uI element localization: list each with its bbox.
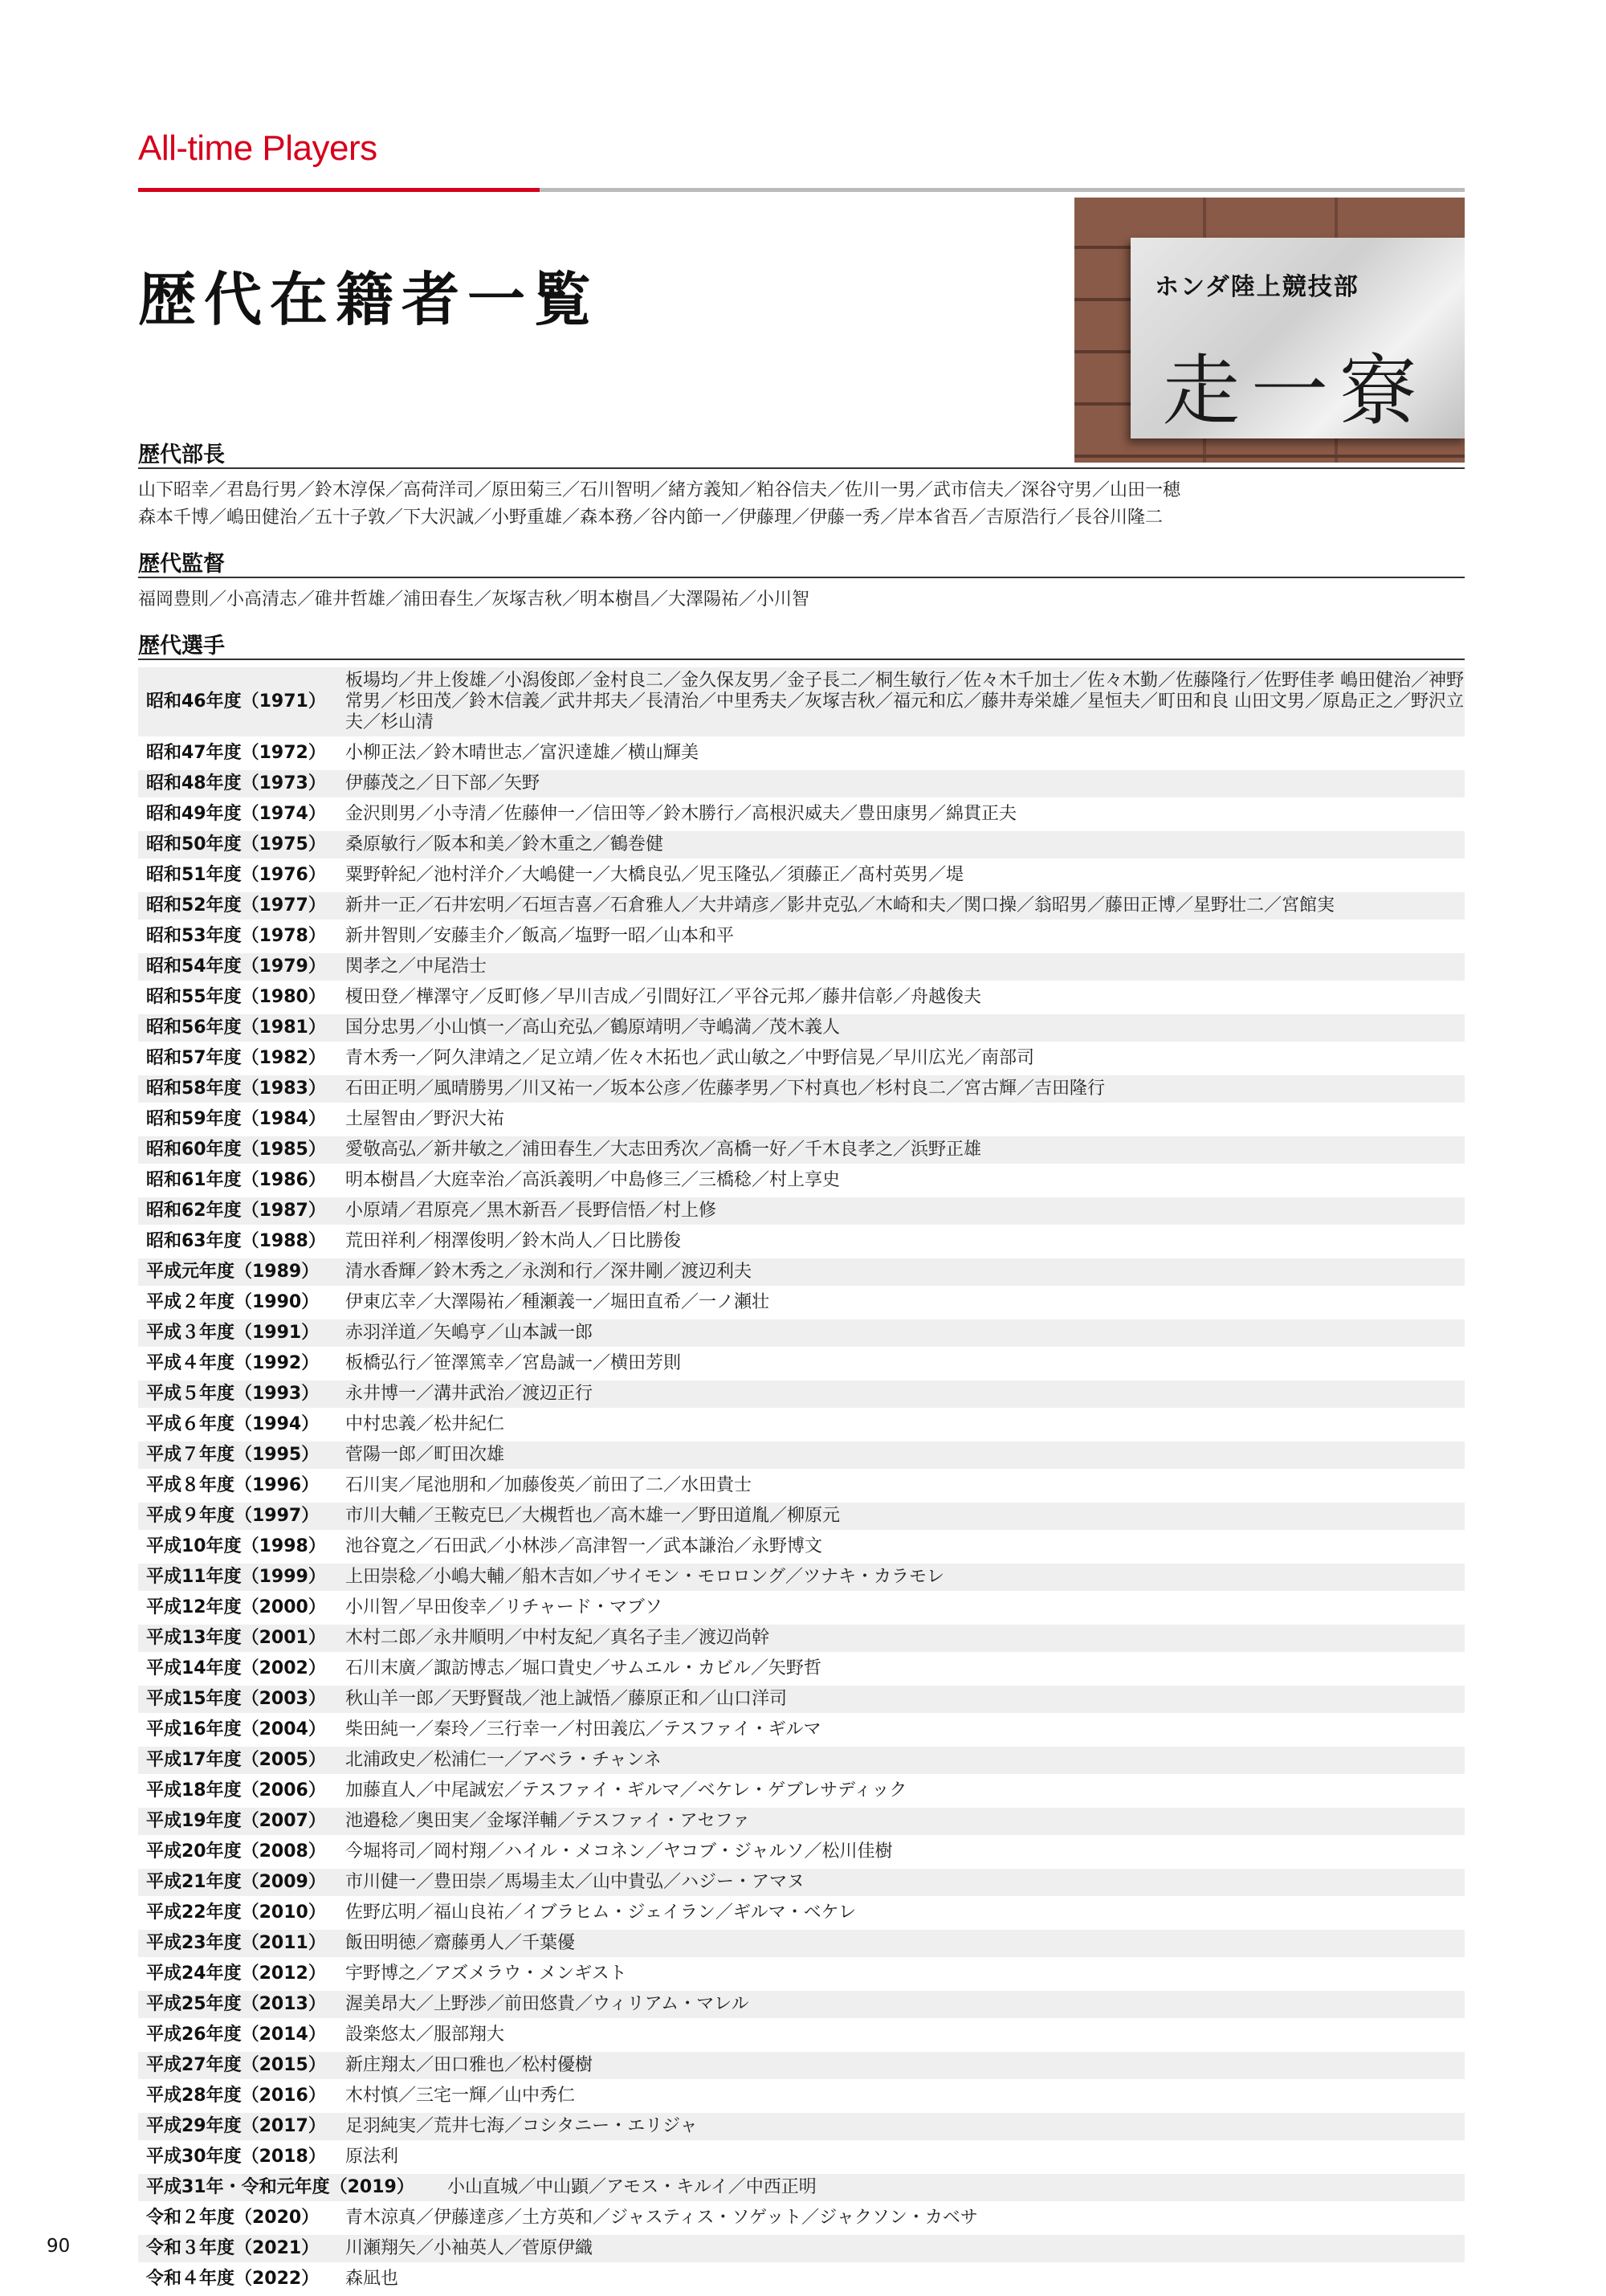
table-row (138, 1808, 1465, 1835)
row-names: 桑原敏行／阪本和美／鈴木重之／鶴巻健 (345, 834, 664, 854)
page-title: 歴代在籍者一覧 (138, 266, 600, 333)
table-row (138, 801, 1465, 828)
row-names: 荒田祥利／栩澤俊明／鈴木尚人／日比勝俊 (345, 1231, 682, 1251)
table-row (138, 1747, 1465, 1774)
row-year: 昭和49年度（1974） (146, 804, 326, 824)
table-row (138, 1594, 1465, 1621)
row-year: 平成31年・令和元年度（2019） (146, 2177, 414, 2197)
row-names: 池邉稔／奥田実／金塚洋輔／テスファイ・アセファ (345, 1811, 751, 1831)
table-row (138, 1625, 1465, 1652)
row-names: 原法利 (345, 2147, 399, 2167)
row-year: 令和３年度（2021） (146, 2238, 320, 2258)
table-row (138, 1686, 1465, 1713)
row-names: 菅陽一郎／町田次雄 (345, 1445, 505, 1465)
row-names: 北浦政史／松浦仁一／アベラ・チャンネ (345, 1750, 662, 1770)
header-rule (540, 188, 1465, 192)
row-year: 平成24年度（2012） (146, 1964, 326, 1984)
table-row (138, 1533, 1465, 1560)
row-names: 木村二郎／永井順明／中村友紀／真名子圭／渡辺尚幹 (345, 1628, 770, 1648)
row-year: 昭和48年度（1973） (146, 773, 326, 793)
page-number: 90 (47, 2236, 71, 2257)
section-header (138, 128, 377, 169)
table-row (138, 667, 1465, 736)
table-row (138, 1197, 1465, 1225)
row-year: 令和４年度（2022） (146, 2269, 320, 2289)
row-names: 池谷寛之／石田武／小林渉／高津智一／武本謙治／永野博文 (345, 1536, 823, 1556)
table-row (138, 892, 1465, 920)
table-row (138, 1716, 1465, 1743)
row-names: 清水香輝／鈴木秀之／永渕和行／深井剛／渡辺利夫 (345, 1262, 752, 1282)
bucho-line: 山下昭幸／君島行男／鈴木淳保／高荷洋司／原田菊三／石川智明／緒方義知／粕谷信夫／佐川一男／武市信夫／深谷守男／山田一穂 (138, 480, 1181, 500)
table-row (138, 1045, 1465, 1072)
row-names: 設楽悠太／服部翔大 (345, 2025, 505, 2045)
row-names: 永井博一／溝井武治／渡辺正行 (345, 1384, 593, 1404)
row-year: 昭和54年度（1979） (146, 956, 326, 977)
row-year: 昭和46年度（1971） (146, 691, 326, 712)
row-year: 平成３年度（1991） (146, 1323, 320, 1343)
table-row (138, 1960, 1465, 1988)
header-rule-accent (138, 188, 540, 192)
row-year: 昭和63年度（1988） (146, 1231, 326, 1251)
header-title: All-time Players (138, 128, 377, 168)
table-row (138, 1869, 1465, 1896)
row-year: 平成10年度（1998） (146, 1536, 326, 1556)
table-row (138, 2174, 1465, 2201)
table-row (138, 984, 1465, 1011)
table-row (138, 1106, 1465, 1133)
row-year: 平成22年度（2010） (146, 1902, 326, 1923)
table-row (138, 1258, 1465, 1286)
row-year: 平成２年度（1990） (146, 1292, 320, 1312)
row-names: 中村忠義／松井紀仁 (345, 1414, 505, 1434)
section-rule (138, 659, 1465, 660)
row-year: 昭和62年度（1987） (146, 1201, 326, 1221)
row-year: 昭和53年度（1978） (146, 926, 326, 946)
table-row (138, 1655, 1465, 1682)
row-year: 平成25年度（2013） (146, 1994, 326, 2014)
brick-joint (1074, 455, 1465, 458)
row-names: 愛敬高弘／新井敏之／浦田春生／大志田秀次／高橋一好／千木良孝之／浜野正雄 (345, 1140, 982, 1160)
row-names: 飯田明徳／齋藤勇人／千葉優 (345, 1933, 576, 1953)
row-names: 石田正明／風晴勝男／川又祐一／坂本公彦／佐藤孝男／下村真也／杉村良二／宮古輝／吉田隆行 (345, 1079, 1106, 1099)
row-year: 平成20年度（2008） (146, 1841, 326, 1862)
row-names: 佐野広明／福山良祐／イブラヒム・ジェイラン／ギルマ・ベケレ (345, 1902, 857, 1923)
row-names: 石川末廣／諏訪博志／堀口貴史／サムエル・カビル／矢野哲 (345, 1658, 821, 1678)
table-row (138, 923, 1465, 950)
table-row (138, 1350, 1465, 1377)
table-row (138, 2265, 1465, 2293)
row-names: 加藤直人／中尾誠宏／テスファイ・ギルマ／ベケレ・ゲブレサディック (345, 1780, 907, 1801)
section-heading-kantoku: 歴代監督 (138, 552, 225, 577)
table-row (138, 1319, 1465, 1347)
row-year: 平成９年度（1997） (146, 1506, 320, 1526)
table-row (138, 1380, 1465, 1408)
row-names: 宇野博之／アズメラウ・メンギスト (345, 1964, 627, 1984)
table-row (138, 770, 1465, 797)
row-names: 小山直城／中山顕／アモス・キルイ／中西正明 (447, 2177, 817, 2197)
row-year: 昭和58年度（1983） (146, 1079, 326, 1099)
row-year: 昭和61年度（1986） (146, 1170, 326, 1190)
bucho-list (138, 477, 1180, 532)
table-row (138, 2082, 1465, 2110)
row-year: 平成23年度（2011） (146, 1933, 326, 1953)
table-row (138, 1777, 1465, 1805)
kantoku-line: 福岡豊則／小高清志／碓井哲雄／浦田春生／灰塚吉秋／明本樹昌／大澤陽祐／小川智 (138, 589, 810, 610)
section-heading-bucho: 歴代部長 (138, 442, 225, 467)
table-row (138, 862, 1465, 889)
table-row (138, 1503, 1465, 1530)
row-year: 平成８年度（1996） (146, 1475, 320, 1495)
row-names: 土屋智由／野沢大祐 (345, 1109, 505, 1129)
table-row (138, 740, 1465, 767)
row-names: 今堀将司／岡村翔／ハイル・メコネン／ヤコブ・ジャルソ／松川佳樹 (345, 1841, 893, 1862)
row-year: 平成30年度（2018） (146, 2147, 326, 2167)
row-year: 平成28年度（2016） (146, 2086, 326, 2106)
row-year: 昭和55年度（1980） (146, 987, 326, 1007)
table-row (138, 2204, 1465, 2232)
row-names: 秋山羊一郎／天野賢哉／池上誠悟／藤原正和／山口洋司 (345, 1689, 788, 1709)
row-names: 小柳正法／鈴木晴世志／富沢達雄／横山輝美 (345, 743, 699, 763)
section-rule (138, 577, 1465, 578)
table-row (138, 1075, 1465, 1103)
table-row (138, 1167, 1465, 1194)
row-year: 昭和52年度（1977） (146, 895, 326, 916)
row-names: 市川大輔／王鞍克巳／大槻哲也／高木雄一／野田道胤／柳原元 (345, 1506, 841, 1526)
section-heading-senshu: 歴代選手 (138, 634, 225, 659)
row-year: 平成５年度（1993） (146, 1384, 320, 1404)
row-names: 赤羽洋道／矢嶋亨／山本誠一郎 (345, 1323, 593, 1343)
row-names: 関孝之／中尾浩士 (345, 956, 487, 977)
row-year: 昭和60年度（1985） (146, 1140, 326, 1160)
table-row (138, 1228, 1465, 1255)
row-year: 平成11年度（1999） (146, 1567, 326, 1587)
plate-dorm-name: 走一寮 (1163, 346, 1428, 436)
row-names: 粟野幹紀／池村洋介／大嶋健一／大橋良弘／児玉隆弘／須藤正／髙村英男／堤 (345, 865, 964, 885)
row-names: 市川健一／豊田崇／馬場圭太／山中貴弘／ハジー・アマヌ (345, 1872, 805, 1892)
row-year: 平成16年度（2004） (146, 1719, 326, 1739)
section-rule (138, 467, 1465, 469)
table-row (138, 1136, 1465, 1164)
row-names: 石川実／尾池朋和／加藤俊英／前田了二／水田貴士 (345, 1475, 752, 1495)
row-names: 青木秀一／阿久津靖之／足立靖／佐々木拓也／武山敏之／中野信晃／早川広光／南部司 (345, 1048, 1035, 1068)
table-row (138, 831, 1465, 858)
dormitory-sign-photo (1074, 198, 1465, 463)
table-row (138, 1472, 1465, 1499)
row-year: 平成４年度（1992） (146, 1353, 320, 1373)
row-year: 令和２年度（2020） (146, 2208, 320, 2228)
bucho-line: 森本千博／嶋田健治／五十子敦／下大沢誠／小野重雄／森本務／谷内節一／伊藤理／伊藤一秀／岸本省吾／吉原浩行／長谷川隆二 (138, 508, 1164, 528)
row-names: 川瀬翔矢／小袖英人／菅原伊織 (345, 2238, 593, 2258)
row-names: 渥美昂大／上野渉／前田悠貴／ウィリアム・マレル (345, 1994, 749, 2014)
row-year: 昭和59年度（1984） (146, 1109, 326, 1129)
row-names: 榎田登／樺澤守／反町修／早川吉成／引間好江／平谷元邦／藤井信彰／舟越俊夫 (345, 987, 982, 1007)
table-row (138, 2021, 1465, 2049)
table-row (138, 1411, 1465, 1438)
row-names: 小川智／早田俊幸／リチャード・マブソ (345, 1597, 662, 1617)
row-year: 昭和47年度（1972） (146, 743, 326, 763)
table-row (138, 953, 1465, 981)
table-row (138, 1564, 1465, 1591)
row-year: 平成21年度（2009） (146, 1872, 326, 1892)
row-names: 木村慎／三宅一輝／山中秀仁 (345, 2086, 576, 2106)
players-table (138, 667, 1465, 2296)
row-names: 金沢則男／小寺清／佐藤伸一／信田等／鈴木勝行／高根沢威夫／豊田康男／綿貫正夫 (345, 804, 1017, 824)
row-names: 伊東広幸／大澤陽祐／種瀬義一／堀田直希／一ノ瀬壮 (345, 1292, 770, 1312)
table-row (138, 1991, 1465, 2018)
kantoku-list (138, 586, 809, 614)
row-names: 伊藤茂之／日下部／矢野 (345, 773, 540, 793)
table-row (138, 1930, 1465, 1957)
row-names: 森凪也 (345, 2269, 399, 2289)
row-year: 平成29年度（2017） (146, 2116, 326, 2136)
table-row (138, 1289, 1465, 1316)
row-year: 平成元年度（1989） (146, 1262, 320, 1282)
row-year: 平成12年度（2000） (146, 1597, 326, 1617)
row-names: 小原靖／君原亮／黒木新吾／長野信悟／村上修 (345, 1201, 717, 1221)
row-year: 平成６年度（1994） (146, 1414, 320, 1434)
row-names: 足羽純実／荒井七海／コシタニー・エリジャ (345, 2116, 698, 2136)
row-names: 国分忠男／小山慎一／高山充弘／鶴原靖明／寺嶋満／茂木義人 (345, 1017, 841, 1038)
row-year: 平成18年度（2006） (146, 1780, 326, 1801)
row-year: 平成14年度（2002） (146, 1658, 326, 1678)
row-year: 昭和51年度（1976） (146, 865, 326, 885)
table-row (138, 1014, 1465, 1042)
row-names: 新庄翔太／田口雅也／松村優樹 (345, 2055, 593, 2075)
row-year: 平成26年度（2014） (146, 2025, 326, 2045)
row-names: 柴田純一／秦玲／三行幸一／村田義広／テスファイ・ギルマ (345, 1719, 821, 1739)
plate-org-name: ホンダ陸上競技部 (1155, 273, 1359, 301)
row-names: 上田崇稔／小嶋大輔／船木吉如／サイモン・モロロング／ツナキ・カラモレ (345, 1567, 945, 1587)
table-row (138, 2235, 1465, 2262)
row-names: 明本樹昌／大庭幸治／高浜義明／中島修三／三橋稔／村上享史 (345, 1170, 841, 1190)
table-row (138, 2143, 1465, 2171)
row-year: 平成７年度（1995） (146, 1445, 320, 1465)
row-year: 平成17年度（2005） (146, 1750, 326, 1770)
table-row (138, 1838, 1465, 1866)
row-year: 昭和50年度（1975） (146, 834, 326, 854)
row-names: 青木涼真／伊藤達彦／土方英和／ジャスティス・ソゲット／ジャクソン・カベサ (345, 2208, 978, 2228)
row-names: 板橋弘行／笹澤篤幸／宮島誠一／横田芳則 (345, 1353, 682, 1373)
row-year: 昭和57年度（1982） (146, 1048, 326, 1068)
row-names: 新井一正／石井宏明／石垣吉喜／石倉雅人／大井靖彦／影井克弘／木崎和夫／関口操／翁昭男／藤田正博／星野壮二／宮館実 (345, 895, 1335, 916)
row-year: 平成13年度（2001） (146, 1628, 326, 1648)
table-row (138, 1442, 1465, 1469)
row-year: 平成15年度（2003） (146, 1689, 326, 1709)
row-year: 平成27年度（2015） (146, 2055, 326, 2075)
table-row (138, 1899, 1465, 1927)
row-year: 昭和56年度（1981） (146, 1017, 326, 1038)
table-row (138, 2052, 1465, 2079)
table-row (138, 2113, 1465, 2140)
row-names: 新井智則／安藤圭介／飯高／塩野一昭／山本和平 (345, 926, 735, 946)
row-year: 平成19年度（2007） (146, 1811, 326, 1831)
name-plate (1131, 238, 1465, 438)
row-names: 板場均／井上俊雄／小潟俊郎／金村良二／金久保友男／金子長二／桐生敏行／佐々木千加士／佐々木勤／佐藤隆行／佐野佳孝 嶋田健治／神野常男／杉田茂／鈴木信義／武井邦夫／長清治／中里秀夫／灰塚吉秋／福元和広／藤井寿栄雄／星恒夫／町田和良 山田文男／原島正之／野沢立夫／杉山清 (345, 671, 1464, 732)
